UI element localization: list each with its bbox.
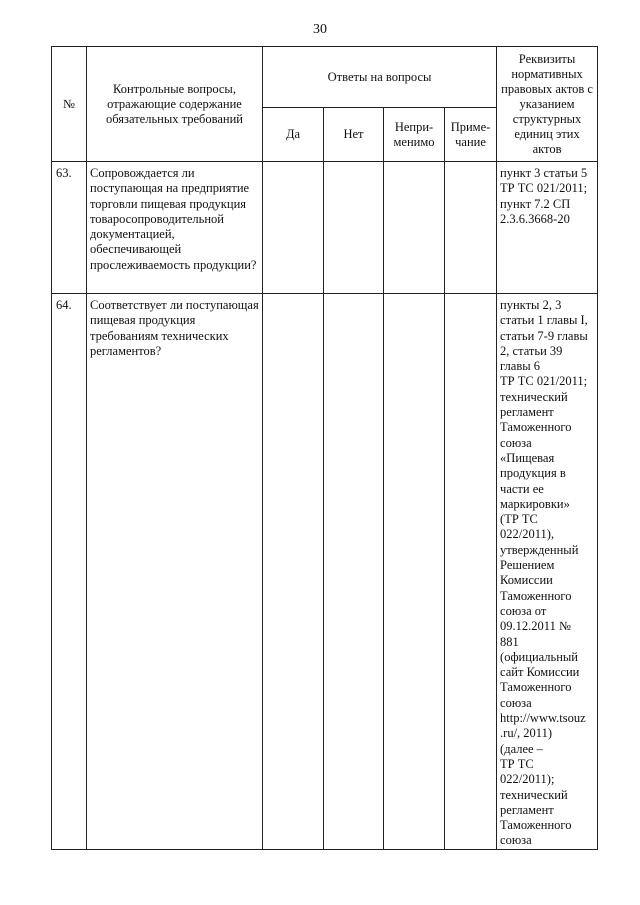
requisites-line: пункт 3 статьи 5	[500, 166, 588, 180]
requisites-line: технический	[500, 787, 568, 802]
table-row	[52, 162, 598, 294]
answer-note-cell[interactable]	[445, 162, 497, 294]
answer-no-cell[interactable]	[324, 162, 384, 294]
requisites-line: союза	[500, 833, 532, 848]
requisites-line: регламент	[500, 802, 554, 817]
requisites-line: главы 6	[500, 359, 541, 374]
requisites-line: 2.3.6.3668-20	[500, 211, 570, 226]
requisites-line: союза	[500, 435, 532, 450]
requisites-line: Таможенного	[500, 680, 572, 695]
requisites-line: пункт 7.2 СП	[500, 196, 571, 211]
row-number: 63.	[52, 162, 87, 294]
requisites-line: ТР ТС 021/2011;	[500, 374, 588, 389]
requisites-line: (ТР ТС	[500, 512, 538, 527]
requisites-line: ТР ТС 021/2011;	[500, 181, 588, 196]
header-answer-yes: Да	[263, 108, 324, 162]
requisites-line: статьи 7-9 главы	[500, 328, 588, 343]
answer-no-cell[interactable]	[324, 294, 384, 850]
requisites-line: 022/2011);	[500, 772, 555, 787]
requisites-line: 022/2011),	[500, 527, 555, 542]
requisites-line: http://www.tsouz	[500, 711, 586, 726]
requisites-line: маркировки»	[500, 496, 570, 511]
requisites-cell	[497, 162, 598, 294]
requisites-line: 2, статьи 39	[500, 343, 563, 358]
requisites-line: технический	[500, 389, 568, 404]
question-text: Сопровождается ли поступающая на предприятие торговли пищевая продукция товаросопроводительной документацией, обеспечивающей прослеживаемость продукции?	[87, 162, 263, 294]
requisites-line: союза от	[500, 603, 547, 618]
header-number: №	[52, 47, 87, 162]
header-questions: Контрольные вопросы, отражающие содержание обязательных требований	[87, 47, 263, 162]
requisites-line: Решением	[500, 558, 555, 573]
requisites-line: Таможенного	[500, 588, 572, 603]
requisites-line: (официальный	[500, 649, 579, 664]
requisites-line: продукция в	[500, 466, 566, 481]
requisites-line: .ru/, 2011)	[500, 726, 553, 741]
header-answer-no: Нет	[324, 108, 384, 162]
requisites-line: Таможенного	[500, 420, 572, 435]
table-row	[52, 294, 598, 850]
requisites-cell	[497, 294, 598, 850]
requisites-line: Комиссии	[500, 573, 553, 588]
requisites-line: регламент	[500, 405, 554, 420]
header-requisites: Реквизиты нормативных правовых актов с указанием структурных единиц этих актов	[497, 47, 598, 162]
header-answers: Ответы на вопросы	[263, 47, 497, 108]
row-number: 64.	[52, 294, 87, 850]
requisites-line: союза	[500, 695, 532, 710]
requisites-line: (далее –	[500, 741, 543, 756]
header-answer-na: Непри-менимо	[384, 108, 445, 162]
requisites-line: «Пищевая	[500, 450, 555, 465]
page-number: 30	[313, 22, 327, 37]
requisites-line: утвержденный	[500, 542, 579, 557]
header-answer-note: Приме-чание	[445, 108, 497, 162]
requisites-line: пункты 2, 3	[500, 298, 562, 312]
answer-yes-cell[interactable]	[263, 294, 324, 850]
requisites-line: 09.12.2011 №	[500, 619, 571, 634]
requisites-line: ТР ТС	[500, 756, 534, 771]
requisites-line: статьи 1 главы I,	[500, 313, 588, 328]
answer-na-cell[interactable]	[384, 162, 445, 294]
answer-yes-cell[interactable]	[263, 162, 324, 294]
checklist-table	[51, 46, 598, 850]
requisites-line: Таможенного	[500, 818, 572, 833]
requisites-line: сайт Комиссии	[500, 665, 580, 680]
answer-note-cell[interactable]	[445, 294, 497, 850]
requisites-line: части ее	[500, 481, 544, 496]
answer-na-cell[interactable]	[384, 294, 445, 850]
requisites-line: 881	[500, 634, 519, 649]
question-text: Соответствует ли поступающая пищевая продукция требованиям технических регламентов?	[87, 294, 263, 850]
